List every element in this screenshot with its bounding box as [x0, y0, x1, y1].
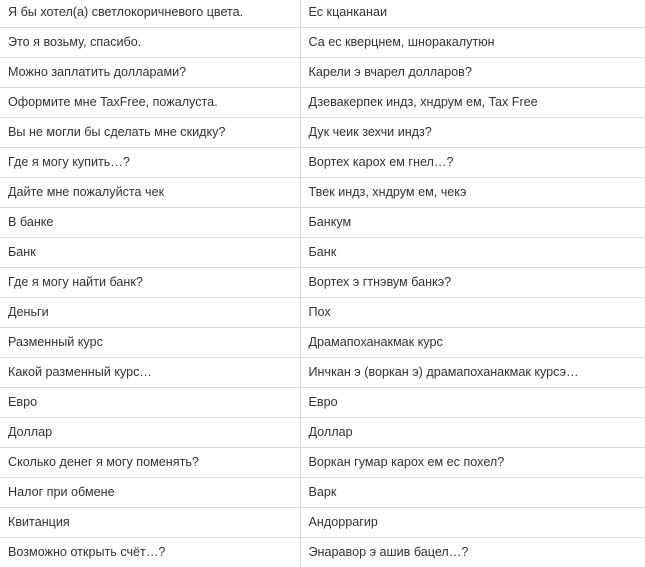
- russian-phrase-cell: Возможно открыть счёт…?: [0, 538, 300, 567]
- russian-phrase-cell: Доллар: [0, 418, 300, 448]
- russian-phrase-cell: Где я могу купить…?: [0, 148, 300, 178]
- table-row: [0, 88, 645, 118]
- armenian-phrase-cell: Дзевакерпек индз, хндрум ем, Tax Free: [300, 88, 645, 118]
- armenian-phrase-cell: Андоррагир: [300, 508, 645, 538]
- armenian-phrase-cell: Карели э вчарел долларов?: [300, 58, 645, 88]
- table-row: [0, 538, 645, 567]
- russian-phrase-cell: Это я возьму, спасибо.: [0, 28, 300, 58]
- table-row: [0, 238, 645, 268]
- table-row: [0, 58, 645, 88]
- armenian-phrase-cell: Драмапоханакмак курс: [300, 328, 645, 358]
- armenian-phrase-cell: Евро: [300, 388, 645, 418]
- table-row: [0, 0, 645, 28]
- armenian-phrase-cell: Твек индз, хндрум ем, чекэ: [300, 178, 645, 208]
- russian-phrase-cell: Дайте мне пожалуйста чек: [0, 178, 300, 208]
- table-row: [0, 178, 645, 208]
- russian-phrase-cell: Квитанция: [0, 508, 300, 538]
- armenian-phrase-cell: Банкум: [300, 208, 645, 238]
- table-row: [0, 118, 645, 148]
- armenian-phrase-cell: Вортех э гтнэвум банкэ?: [300, 268, 645, 298]
- armenian-phrase-cell: Воркан гумар карох ем ес похел?: [300, 448, 645, 478]
- table-row: [0, 148, 645, 178]
- russian-phrase-cell: Где я могу найти банк?: [0, 268, 300, 298]
- russian-phrase-cell: Деньги: [0, 298, 300, 328]
- armenian-phrase-cell: Пох: [300, 298, 645, 328]
- table-row: [0, 388, 645, 418]
- armenian-phrase-cell: Доллар: [300, 418, 645, 448]
- table-row: [0, 208, 645, 238]
- russian-phrase-cell: Можно заплатить долларами?: [0, 58, 300, 88]
- table-row: [0, 268, 645, 298]
- russian-phrase-cell: Банк: [0, 238, 300, 268]
- russian-phrase-cell: Какой разменный курс…: [0, 358, 300, 388]
- armenian-phrase-cell: Энаравор э ашив бацел…?: [300, 538, 645, 567]
- table-row: [0, 418, 645, 448]
- table-row: [0, 298, 645, 328]
- armenian-phrase-cell: Дук чеик зехчи индз?: [300, 118, 645, 148]
- table-row: [0, 28, 645, 58]
- armenian-phrase-cell: Инчкан э (воркан э) драмапоханакмак курсэ…: [300, 358, 645, 388]
- russian-phrase-cell: В банке: [0, 208, 300, 238]
- table-row: [0, 358, 645, 388]
- russian-phrase-cell: Оформите мне TaxFree, пожалуста.: [0, 88, 300, 118]
- armenian-phrase-cell: Банк: [300, 238, 645, 268]
- russian-phrase-cell: Разменный курс: [0, 328, 300, 358]
- armenian-phrase-cell: Ес кцанканаи: [300, 0, 645, 28]
- russian-phrase-cell: Я бы хотел(а) светлокоричневого цвета.: [0, 0, 300, 28]
- armenian-phrase-cell: Вортех карох ем гнел…?: [300, 148, 645, 178]
- russian-phrase-cell: Сколько денег я могу поменять?: [0, 448, 300, 478]
- table-row: [0, 508, 645, 538]
- russian-phrase-cell: Налог при обмене: [0, 478, 300, 508]
- table-row: [0, 448, 645, 478]
- armenian-phrase-cell: Са ес кверцнем, шноракалутюн: [300, 28, 645, 58]
- russian-phrase-cell: Евро: [0, 388, 300, 418]
- table-row: [0, 478, 645, 508]
- armenian-phrase-cell: Варк: [300, 478, 645, 508]
- russian-phrase-cell: Вы не могли бы сделать мне скидку?: [0, 118, 300, 148]
- table-row: [0, 328, 645, 358]
